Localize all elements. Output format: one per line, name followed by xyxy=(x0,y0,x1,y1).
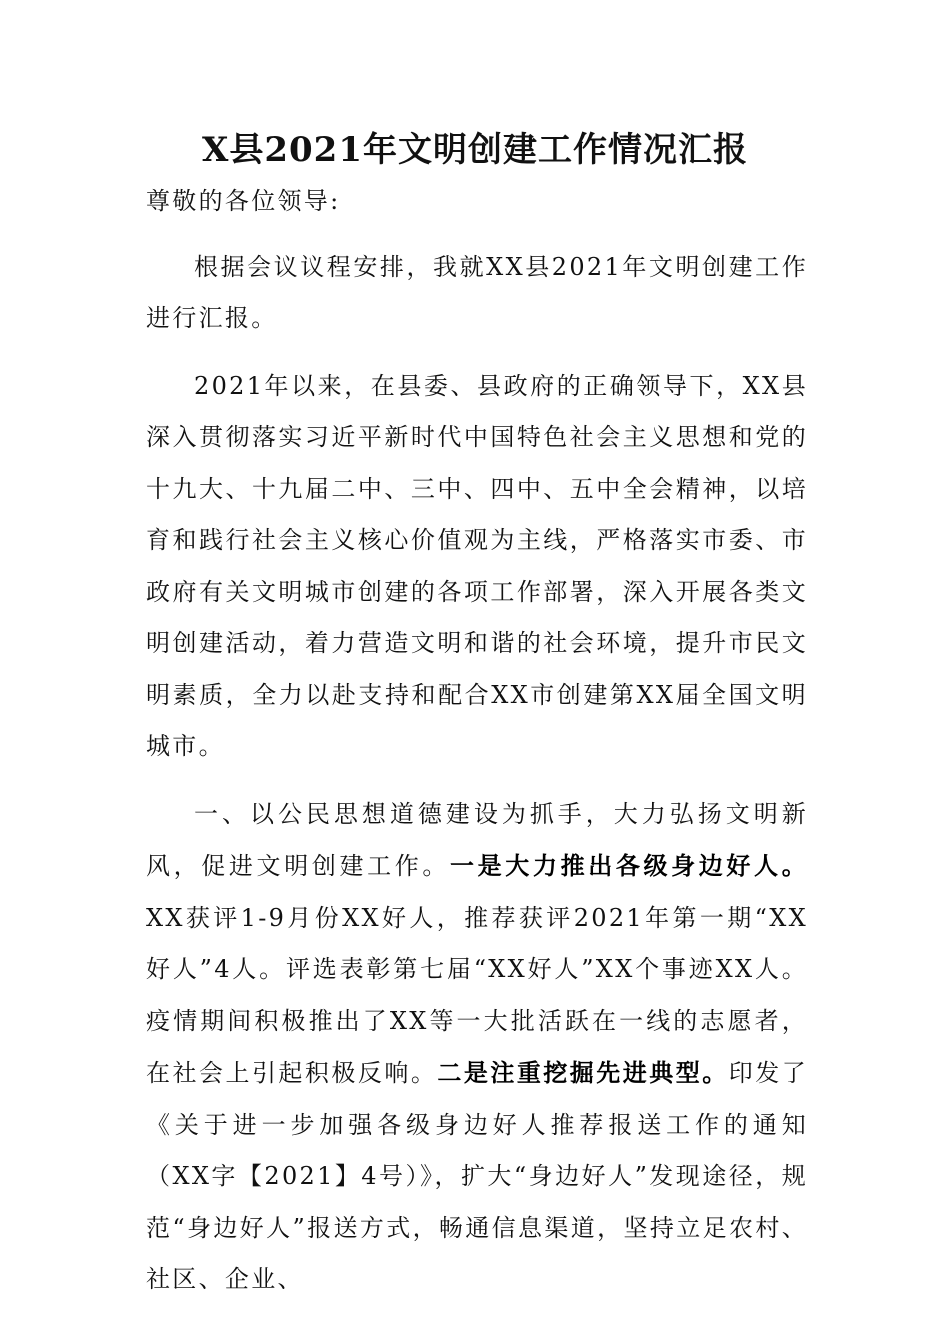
document-body xyxy=(146,176,808,1306)
point-1-heading: 一是大力推出各级身边好人。 xyxy=(450,851,808,880)
paragraph-3-intro: 一、以公民思想道德建设为抓手，大力弘扬文明新风，促进文明创建工作。 xyxy=(146,799,808,880)
paragraph-3 xyxy=(146,789,808,1306)
paragraph-2: 2021年以来，在县委、县政府的正确领导下，XX县深入贯彻落实习近平新时代中国特色社会主义思想和党的十九大、十九届二中、三中、四中、五中全会精神，以培育和践行社会主义核心价值观为主线，严格落实市委、市政府有关文明城市创建的各项工作部署，深入开展各类文明创建活动，着力营造文明和谐的社会环境，提升市民文明素质，全力以赴支持和配合XX市创建第XX届全国文明城市。 xyxy=(146,371,808,760)
paragraph-1: 根据会议议程安排，我就XX县2021年文明创建工作进行汇报。 xyxy=(146,252,808,332)
point-2-heading: 二是注重挖掘先进典型。 xyxy=(437,1058,729,1087)
salutation: 尊敬的各位领导: xyxy=(146,187,341,215)
point-2-text: 印发了《关于进一步加强各级身边好人推荐报送工作的通知（XX字【2021】4号）》，扩大“身边好人”发现途径，规范“身边好人”报送方式，畅通信息渠道，坚持立足农村、社区、企业、 xyxy=(146,1059,808,1293)
point-1-text: XX获评1-9月份XX好人，推荐获评2021年第一期“XX好人”4人。评选表彰第七届“XX好人”XX个事迹XX人。疫情期间积极推出了XX等一大批活跃在一线的志愿者，在社会上引起积极反响。 xyxy=(146,903,808,1087)
document-title: X县2021年文明创建工作情况汇报 xyxy=(201,130,748,170)
